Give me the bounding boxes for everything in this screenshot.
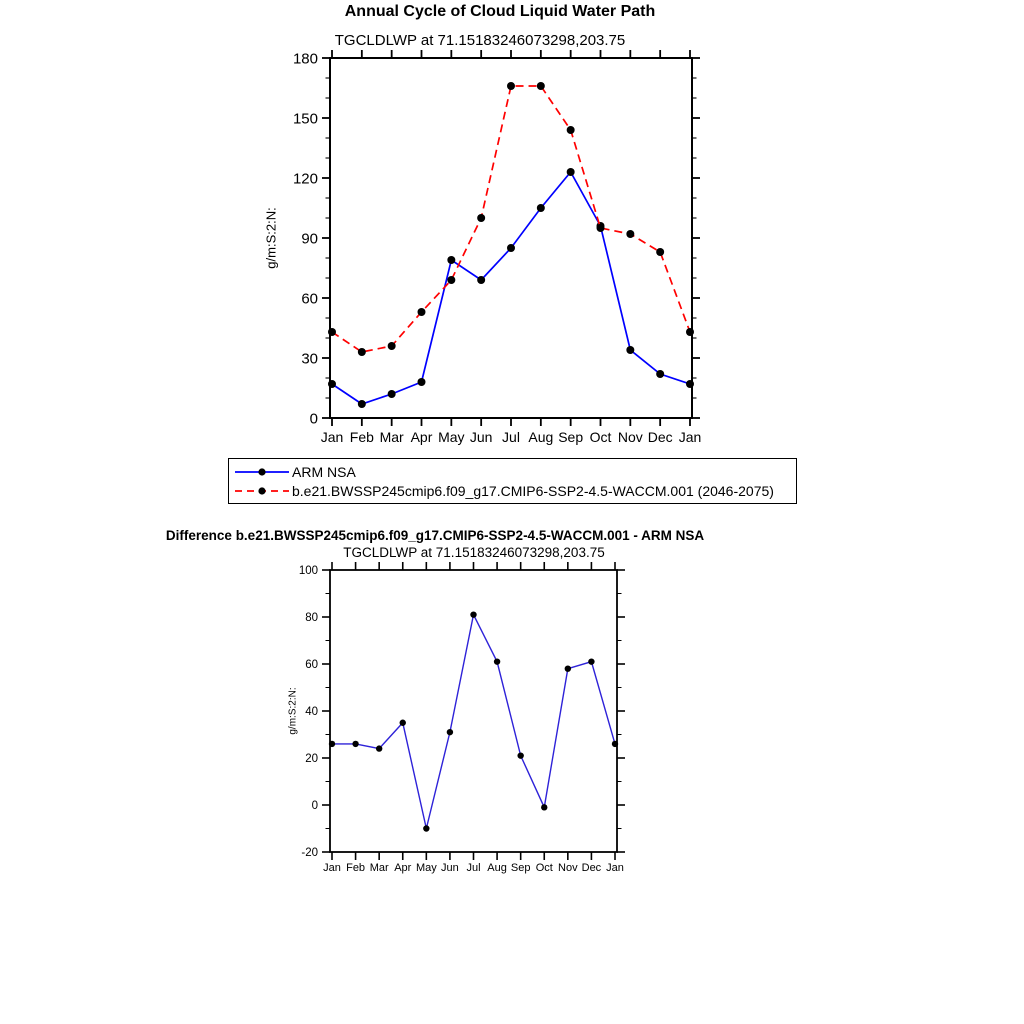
y-tick-label: 60	[301, 290, 318, 308]
top-chart-y-axis-title: g/m:S:2:N:	[263, 207, 279, 269]
legend-box	[228, 458, 797, 504]
x-tick-label: Jul	[466, 862, 481, 874]
plot-frame	[330, 58, 692, 418]
y-axis-ticks-and-labels	[299, 565, 625, 859]
x-tick-label: Oct	[589, 429, 612, 445]
x-tick-label: Aug	[487, 862, 507, 874]
y-tick-label: 40	[305, 706, 318, 719]
x-tick-label: Jan	[323, 862, 341, 874]
y-tick-label: 100	[298, 565, 318, 578]
difference-chart-y-axis-title: g/m:S:2:N:	[287, 687, 299, 735]
y-tick-label: 120	[292, 170, 318, 188]
legend-entry-model	[234, 482, 796, 500]
difference-chart	[299, 562, 625, 874]
difference-markers	[329, 611, 618, 831]
difference-line	[332, 615, 615, 829]
legend-entry-arm-nsa	[234, 463, 796, 481]
x-tick-label: Feb	[349, 429, 374, 445]
model-line-sample-icon	[234, 485, 290, 497]
x-tick-label: Aug	[528, 429, 554, 445]
annual-cycle-chart	[293, 50, 701, 445]
x-tick-label: Sep	[558, 429, 584, 445]
difference-chart-title: Difference b.e21.BWSSP245cmip6.f09_g17.CMIP6-SSP2-4.5-WACCM.001 - ARM NSA	[165, 528, 705, 543]
top-chart-subtitle: TGCLDLWP at 71.15183246073298,203.75	[334, 32, 626, 49]
x-tick-label: Feb	[346, 862, 366, 874]
y-tick-label: -20	[301, 847, 318, 860]
model-markers	[328, 82, 694, 356]
y-tick-label: 150	[292, 110, 318, 128]
y-tick-label: 80	[305, 612, 318, 625]
y-tick-label: 30	[301, 350, 318, 368]
arm-nsa-line	[332, 172, 690, 404]
x-tick-label: Nov	[558, 862, 578, 874]
y-tick-label: 20	[305, 753, 318, 766]
x-tick-label: Apr	[410, 429, 433, 445]
x-tick-label: Mar	[369, 862, 389, 874]
x-tick-label: May	[415, 862, 437, 874]
y-tick-label: 180	[292, 50, 318, 68]
x-tick-label: Oct	[535, 862, 553, 874]
x-tick-label: Jan	[320, 429, 344, 445]
model-line	[332, 86, 690, 352]
x-tick-label: Jan	[678, 429, 702, 445]
x-tick-label: Sep	[510, 862, 531, 874]
y-tick-label: 0	[311, 800, 318, 813]
x-tick-label: Mar	[379, 429, 404, 445]
legend-label: b.e21.BWSSP245cmip6.f09_g17.CMIP6-SSP2-4.5-WACCM.001 (2046-2075)	[292, 482, 774, 499]
arm-nsa-markers	[328, 168, 694, 408]
x-tick-label: Dec	[647, 429, 673, 445]
x-tick-label: Jun	[441, 862, 459, 874]
x-tick-label: Dec	[581, 862, 602, 874]
x-tick-label: Nov	[617, 429, 643, 445]
x-tick-label: May	[438, 429, 465, 445]
x-tick-label: Apr	[394, 862, 412, 874]
y-tick-label: 0	[309, 410, 318, 428]
y-tick-label: 90	[301, 230, 318, 248]
arm-nsa-line-sample-icon	[234, 466, 290, 478]
x-tick-label: Jul	[502, 429, 520, 445]
x-tick-label: Jan	[606, 862, 624, 874]
difference-chart-subtitle: TGCLDLWP at 71.15183246073298,203.75	[343, 545, 605, 560]
legend-label: ARM NSA	[292, 463, 356, 480]
x-tick-label: Jun	[469, 429, 493, 445]
y-tick-label: 60	[305, 659, 318, 672]
top-chart-title: Annual Cycle of Cloud Liquid Water Path	[344, 3, 656, 20]
x-axis-ticks-and-labels	[323, 562, 624, 874]
